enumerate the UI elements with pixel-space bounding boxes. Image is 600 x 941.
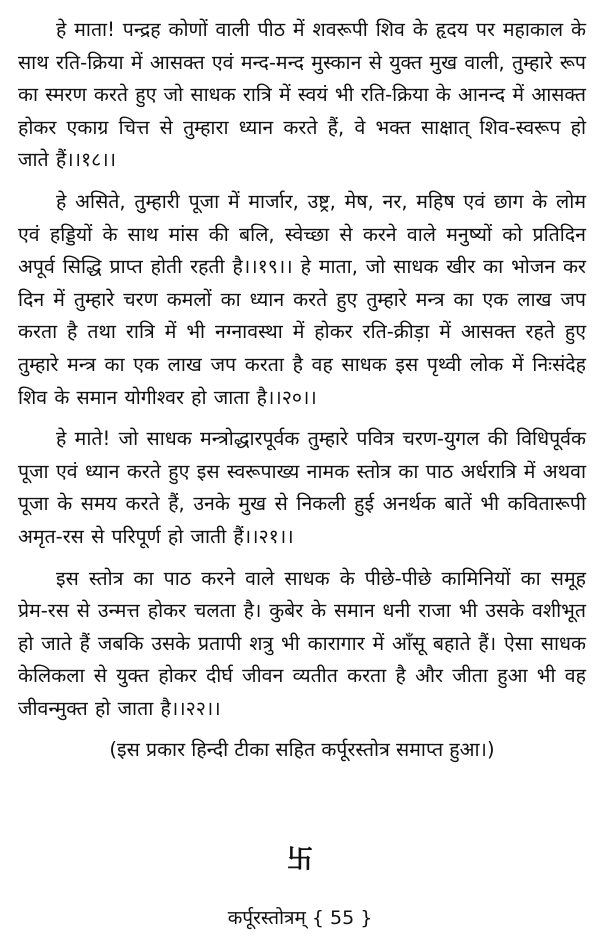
page-footer: कर्पूरस्तोत्रम् { 55 } bbox=[227, 907, 373, 929]
verse-19-20-paragraph: हे असिते, तुम्हारी पूजा में मार्जार, उष्ट्र, मेष, नर, महिष एवं छाग के लोम एवं हड्डियों के साथ मांस की बलि, स्वेच्छा से करने वाले मनुष्यों को प्रतिदिन अपूर्व सिद्धि प्राप्त होती रहती है।।१९।। हे माता, जो साधक खीर का भोजन कर दिन में तुम्हारे चरण कमलों का ध्यान करते हुए तुम्हारे मन्त्र का एक लाख जप करता है तथा रात्रि में भी नग्नावस्था में होकर रति-क्रीड़ा में आसक्त रहते हुए तुम्हारे मन्त्र का एक लाख जप करता है वह साधक इस पृथ्वी लोक में निःसंदेह शिव के समान योगीश्वर हो जाता है।।२०।। bbox=[18, 189, 586, 409]
page-body bbox=[18, 14, 586, 767]
verse-21-paragraph: हे माते! जो साधक मन्त्रोद्धारपूर्वक तुम्हारे पवित्र चरण-युगल की विधिपूर्वक पूजा एवं ध्यान करते हुए इस स्वरूपाख्य नामक स्तोत्र का पाठ अर्धरात्रि में अथवा पूजा के समय करते हैं, उनके मुख से निकली हुई अनर्थक बातें भी कवितारूपी अमृत-रस से परिपूर्ण हो जाती हैं।।२१।। bbox=[18, 427, 586, 548]
closing-line: (इस प्रकार हिन्दी टीका सहित कर्पूरस्तोत्र समाप्त हुआ।) bbox=[109, 738, 495, 762]
verse-18-paragraph: हे माता! पन्द्रह कोणों वाली पीठ में शवरूपी शिव के हृदय पर महाकाल के साथ रति-क्रिया में आसक्त एवं मन्द-मन्द मुस्कान से युक्त मुख वाली, तुम्हारे रूप का स्मरण करते हुए जो साधक रात्रि में स्वयं भी रति-क्रिया के आनन्द में आसक्त होकर एकाग्र चित्त से तुम्हारा ध्यान करते हैं, वे भक्त साक्षात् शिव-स्वरूप हो जाते हैं।।१८।। bbox=[18, 18, 586, 172]
swastika-ornament-icon: 卐 bbox=[286, 845, 313, 875]
verse-22-paragraph: इस स्तोत्र का पाठ करने वाले साधक के पीछे-पीछे कामिनियों का समूह प्रेम-रस से उन्मत्त होकर चलता है। कुबेर के समान धनी राजा भी उसके वशीभूत हो जाते हैं जबकि उसके प्रतापी शत्रु भी कारागार में आँसू बहाते हैं। ऐसा साधक केलिकला से युक्त होकर दीर्घ जीवन व्यतीत करता है और जीता हुआ भी वह जीवन्मुक्त हो जाता है।।२२।। bbox=[18, 566, 586, 720]
